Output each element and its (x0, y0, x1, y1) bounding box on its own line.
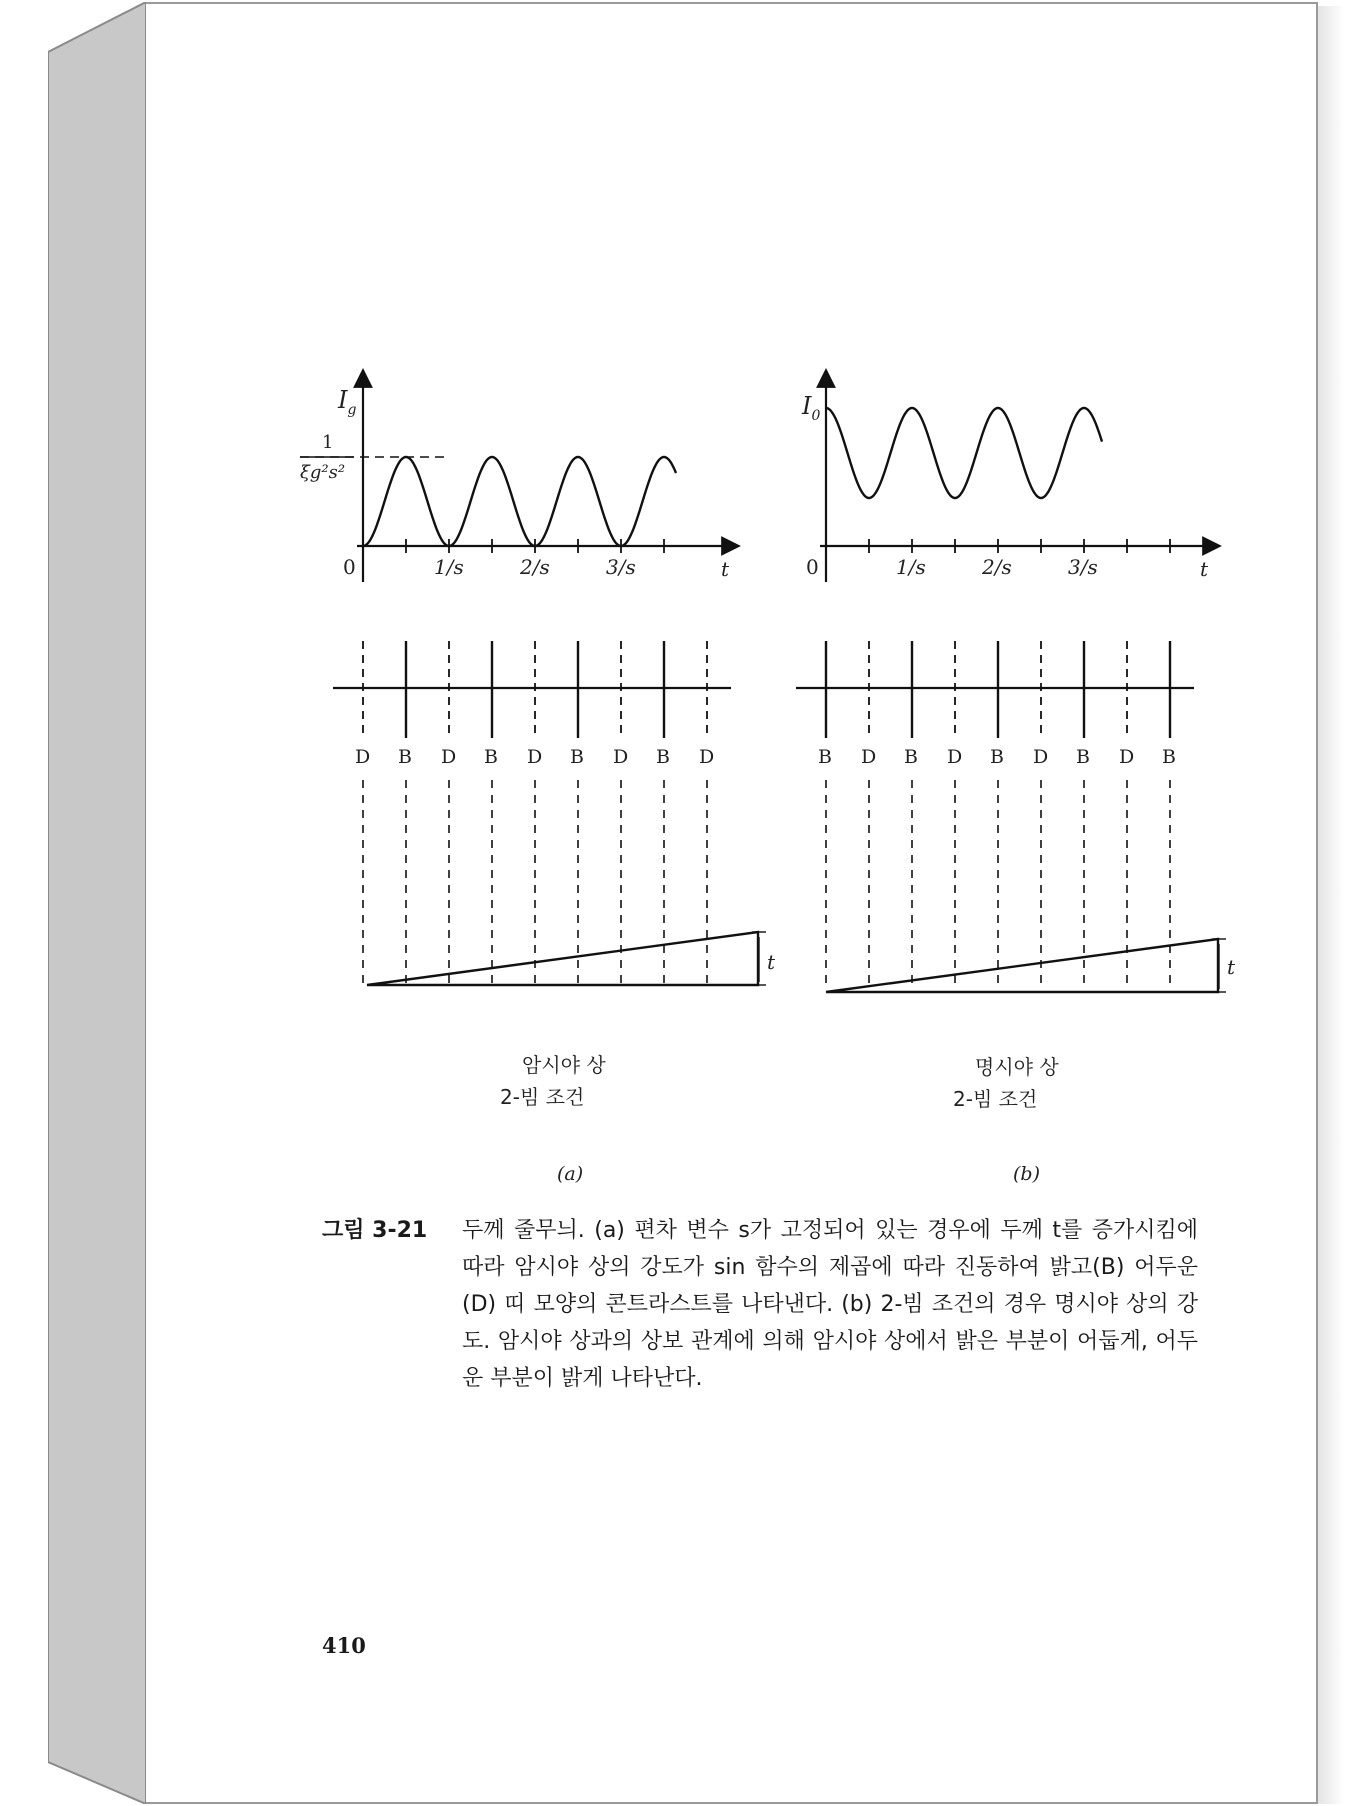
fringe-a-fringe-letter: B (484, 746, 498, 768)
plot-a-curve (363, 457, 676, 546)
fringe-a-fringe-letter: B (570, 746, 584, 768)
bright-field-intensity-plot (820, 372, 1218, 582)
plot-a-tick-3: 3/s (606, 555, 636, 579)
fringe-b-fringe-letter: D (1033, 746, 1049, 768)
plot-a-peak-denominator: ξg²s² (300, 462, 346, 483)
wedge-b (826, 939, 1218, 992)
plot-b-y-label: $I_0$ (802, 392, 821, 424)
fringe-b-fringe-letter: D (1119, 746, 1135, 768)
panel-b-title-line2: 2-빔 조건 (953, 1087, 1038, 1111)
fringe-a-fringe-letter: D (441, 746, 457, 768)
plot-b-tick-1: 1/s (896, 555, 926, 579)
fringe-b-fringe-letter: B (1076, 746, 1090, 768)
panel-b-sublabel: (b) (1013, 1163, 1040, 1185)
fringe-b-fringe-letter: D (947, 746, 963, 768)
wedge-a (367, 932, 758, 985)
fringe-diagrams (333, 641, 1194, 990)
wedge-b-thickness-label: t (1227, 955, 1236, 979)
plot-b-curve (826, 408, 1102, 498)
fringe-b-fringe-letter: B (818, 746, 832, 768)
panel-a-sublabel: (a) (557, 1163, 584, 1185)
plot-b-tick-3: 3/s (1068, 555, 1098, 579)
thickness-wedges (367, 932, 1226, 992)
panel-a-title-line1: 암시야 상 (522, 1053, 606, 1077)
wedge-a-thickness-label: t (767, 950, 776, 974)
plot-b-x-label: t (1200, 557, 1209, 581)
panel-a-title-line2: 2-빔 조건 (500, 1085, 585, 1109)
fringe-a-fringe-letter: D (527, 746, 543, 768)
page-number: 410 (322, 1633, 366, 1658)
plot-b-tick-2: 2/s (982, 555, 1012, 579)
fringe-b-fringe-letter: D (861, 746, 877, 768)
plot-a-peak-numerator: 1 (322, 432, 334, 453)
fringe-a-fringe-letter: D (699, 746, 715, 768)
plot-b-origin: 0 (806, 555, 819, 579)
plot-a-y-label: $I_g$ (338, 386, 357, 418)
fringe-a-fringe-letter: B (398, 746, 412, 768)
plot-a-origin: 0 (343, 555, 356, 579)
plot-a-tick-1: 1/s (434, 555, 464, 579)
fringe-a-fringe-letter: B (656, 746, 670, 768)
panel-b-title-line1: 명시야 상 (975, 1055, 1059, 1079)
caption-text: 두께 줄무늬. (a) 편차 변수 s가 고정되어 있는 경우에 두께 t를 증가시킴에 따라 암시야 상의 강도가 sin 함수의 제곱에 따라 진동하여 밝고(B) 어두운(D) 띠 모양의 콘트라스트를 나타낸다. (b) 2-빔 조건의 경우 명시야 상의 강도. 암시야 상과의 상보 관계에 의해 암시야 상에서 밝은 부분이 어둡게, 어두운 부분이 밝게 나타난다. (462, 1218, 1198, 1391)
fringe-b-fringe-letter: B (990, 746, 1004, 768)
plot-a-tick-2: 2/s (520, 555, 550, 579)
fringe-b-fringe-letter: B (1162, 746, 1176, 768)
fringe-a-fringe-letter: D (613, 746, 629, 768)
fringe-a-fringe-letter: D (355, 746, 371, 768)
caption-figure-number: 그림 3-21 (322, 1218, 428, 1243)
plot-a-x-label: t (721, 557, 730, 581)
dark-field-intensity-plot (300, 372, 737, 582)
fringe-b-fringe-letter: B (904, 746, 918, 768)
